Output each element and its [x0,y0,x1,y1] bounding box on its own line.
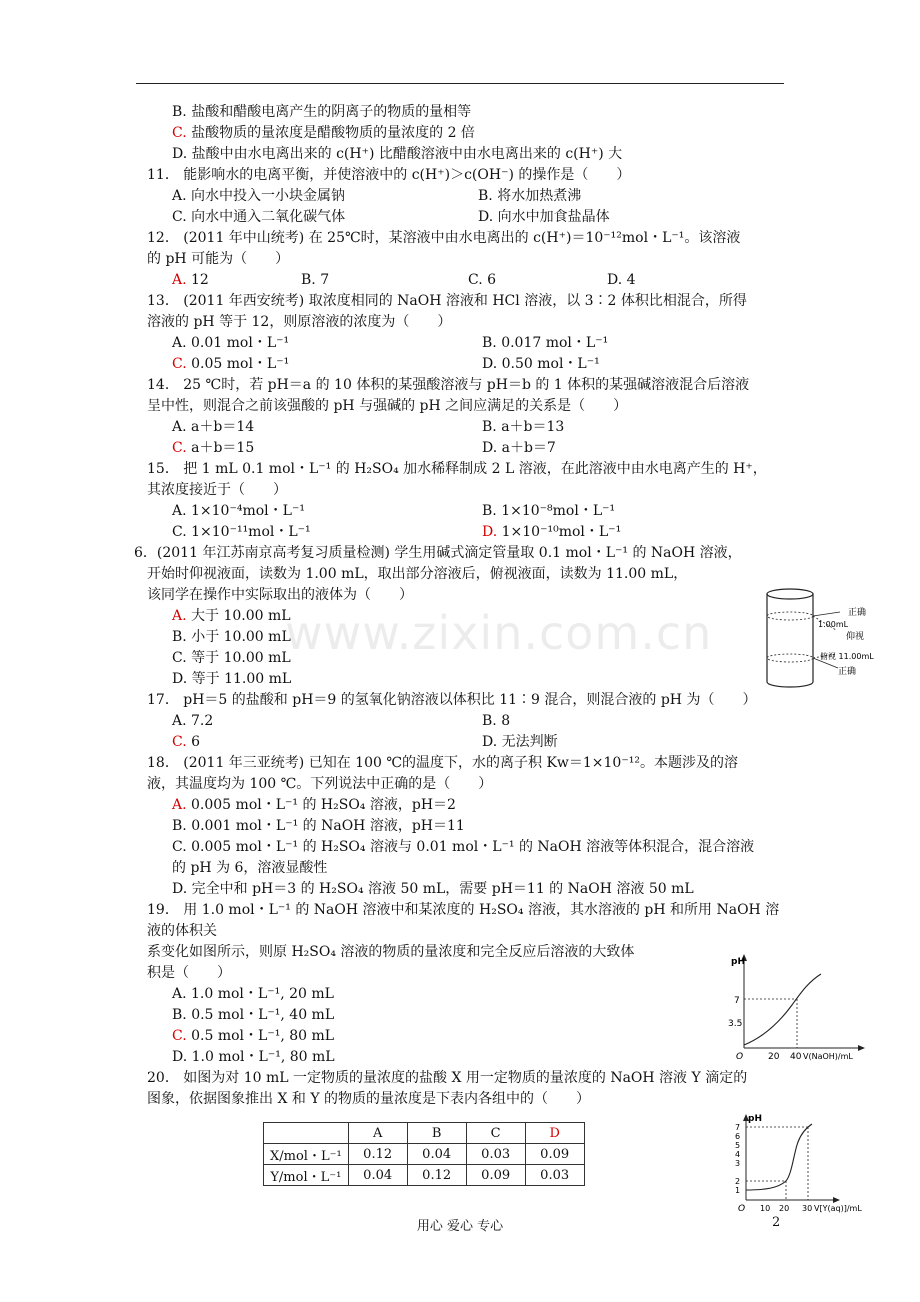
text-line: B. 0.001 mol・L⁻¹ 的 NaOH 溶液，pH＝11 [172,818,465,834]
x-axis-label: V(NaOH)/mL [803,1052,853,1061]
table-cell: A [348,1123,407,1144]
text-line: A. 大于 10.00 mL [172,608,291,624]
text-line: B. 7 [301,272,330,288]
answer-mark: C. [172,1028,187,1044]
table-cell: 0.03 [525,1165,584,1186]
answer-mark: C. [172,440,187,456]
text-line: 液的体积关 [147,923,217,939]
text-line: C. 盐酸物质的量浓度是醋酸物质的量浓度的 2 倍 [172,125,475,141]
x-axis-label: V[Y(aq)]/mL [814,1204,862,1213]
table-cell: B [407,1123,466,1144]
text-line: 系变化如图所示，则原 H₂SO₄ 溶液的物质的量浓度和完全反应后溶液的大致体 [147,944,635,960]
answer-mark: A. [172,797,187,813]
y-tick-7: 7 [734,996,740,1006]
answer-mark: A. [172,272,187,288]
y-tick-3.5: 3.5 [728,1019,743,1029]
text-line: A. 1×10⁻⁴mol・L⁻¹ [172,503,305,519]
text-line: 呈中性，则混合之前该强酸的 pH 与强碱的 pH 之间应满足的关系是（ ） [147,398,628,414]
text-line: C. 6 [468,272,497,288]
text-line: D. a＋b＝7 [482,440,556,456]
text-line: B. a＋b＝13 [482,419,565,435]
label-reading-top: 1.00mL [818,620,849,629]
text-line: A. a＋b＝14 [172,419,255,435]
text-line: B. 小于 10.00 mL [172,629,291,645]
table-cell: C [466,1123,525,1144]
text-line: C. 0.5 mol・L⁻¹, 80 mL [172,1028,335,1044]
table-header-row [264,1123,585,1144]
table-row [264,1165,585,1186]
table-row [264,1144,585,1165]
answer-mark: C. [172,356,187,372]
page-footer: 用心 爱心 专心 [416,1219,504,1234]
text-line: A. 1.0 mol・L⁻¹, 20 mL [172,986,334,1002]
text-line: B. 盐酸和醋酸电离产生的阴离子的物质的量相等 [172,104,472,120]
text-line: 19． 用 1.0 mol・L⁻¹ 的 NaOH 溶液中和某浓度的 H₂SO₄ 溶液，其水溶液的 pH 和所用 NaOH 溶 [147,902,780,918]
text-line: 17． pH＝5 的盐酸和 pH＝9 的氢氧化钠溶液以体积比 11∶9 混合，则混合液的 pH 为（ ） [147,692,757,708]
table-cell [264,1123,349,1144]
text-line: 溶液的 pH 等于 12，则原溶液的浓度为（ ） [147,314,452,330]
text-line: D. 0.50 mol・L⁻¹ [482,356,600,372]
text-line: 18． (2011 年三亚统考) 已知在 100 ℃的温度下，水的离子积 Kᴡ＝1×10⁻¹²。本题涉及的溶 [147,755,738,771]
text-line: A. 0.01 mol・L⁻¹ [172,335,290,351]
text-line: D. 4 [607,272,636,288]
origin-label: O [738,1204,746,1214]
text-line: 14． 25 ℃时，若 pH＝a 的 10 体积的某强酸溶液与 pH＝b 的 1 体积的某强碱溶液混合后溶液 [147,377,750,393]
cylinder-figure [758,586,888,696]
x-tick-10: 10 [760,1204,771,1213]
text-line: 15． 把 1 mL 0.1 mol・L⁻¹ 的 H₂SO₄ 加水稀释制成 2 L 溶液，在此溶液中由水电离产生的 H⁺， [147,461,767,477]
answer-mark: C. [172,125,187,141]
origin-label: O [736,1052,744,1062]
text-line: 积是（ ） [147,965,231,981]
text-line: B. 将水加热煮沸 [478,188,582,204]
y-tick: 5 [735,1141,741,1150]
label-correct-bottom: 正确 [838,667,857,677]
text-line: 的 pH 为 6，溶液显酸性 [172,860,328,876]
table-cell: X/mol・L⁻¹ [264,1144,349,1165]
answer-table [263,1122,585,1186]
table-cell: 0.04 [407,1144,466,1165]
text-line: 11． 能影响水的电离平衡，并使溶液中的 c(H⁺)＞c(OH⁻) 的操作是（ ） [147,167,631,183]
answer-mark: C. [172,734,187,750]
table-cell: 0.04 [348,1165,407,1186]
y-tick: 3 [735,1159,741,1168]
watermark: www.zixin.com.cn [285,606,713,660]
label-correct-top: 正确 [848,608,867,618]
text-line: 的 pH 可能为（ ） [147,251,290,267]
table-cell: 0.03 [466,1144,525,1165]
x-tick-40: 40 [790,1052,802,1062]
text-line: A. 7.2 [172,713,214,729]
text-line: C. 0.005 mol・L⁻¹ 的 H₂SO₄ 溶液与 0.01 mol・L⁻¹ 的 NaOH 溶液等体积混合，混合溶液 [172,839,755,855]
text-line: 6．(2011 年江苏南京高考复习质量检测) 学生用碱式滴定管量取 0.1 mol・L⁻¹ 的 NaOH 溶液， [134,545,742,561]
table-cell: 0.09 [525,1144,584,1165]
text-line: 开始时仰视液面，读数为 1.00 mL，取出部分溶液后，俯视液面，读数为 11.00 mL， [147,566,688,582]
page-number: 2 [772,1215,781,1230]
table-cell: D [525,1123,584,1144]
titration-curve-19 [726,950,876,1062]
header-rule [136,83,784,84]
text-line: C. 向水中通入二氧化碳气体 [172,209,346,225]
titration-curve-20 [726,1112,876,1218]
x-tick-30: 30 [802,1204,813,1213]
text-line: 其浓度接近于（ ） [147,482,287,498]
text-line: 20． 如图为对 10 mL 一定物质的量浓度的盐酸 X 用一定物质的量浓度的 NaOH 溶液 Y 滴定的 [147,1070,748,1086]
y-axis-label: pH [731,957,745,967]
text-line: D. 1×10⁻¹⁰mol・L⁻¹ [482,524,622,540]
text-line: B. 0.017 mol・L⁻¹ [482,335,609,351]
text-line: 图象，依据图象推出 X 和 Y 的物质的量浓度是下表内各组中的（ ） [147,1091,591,1107]
y-tick: 7 [735,1123,741,1132]
text-line: 12． (2011 年中山统考) 在 25℃时，某溶液中由水电离出的 c(H⁺)＝10⁻¹²mol・L⁻¹。该溶液 [147,230,741,246]
text-line: A. 12 [172,272,209,288]
y-tick: 6 [735,1132,741,1141]
text-line: C. 0.05 mol・L⁻¹ [172,356,290,372]
text-line: C. a＋b＝15 [172,440,255,456]
y-tick: 1 [735,1186,741,1195]
table-cell: Y/mol・L⁻¹ [264,1165,349,1186]
label-upward: 仰视 [846,632,865,642]
label-downward: 俯视 11.00mL [820,652,874,661]
text-line: D. 无法判断 [482,734,558,750]
text-line: B. 8 [482,713,511,729]
text-line: C. 等于 10.00 mL [172,650,291,666]
text-line: 液，其温度均为 100 ℃。下列说法中正确的是（ ） [147,776,493,792]
answer-mark: A. [172,608,187,624]
text-line: D. 1.0 mol・L⁻¹, 80 mL [172,1049,335,1065]
text-line: A. 向水中投入一小块金属钠 [172,188,346,204]
text-line: B. 0.5 mol・L⁻¹, 40 mL [172,1007,335,1023]
text-line: D. 完全中和 pH＝3 的 H₂SO₄ 溶液 50 mL，需要 pH＝11 的 NaOH 溶液 50 mL [172,881,694,897]
text-line: B. 1×10⁻⁸mol・L⁻¹ [482,503,616,519]
table-cell: 0.09 [466,1165,525,1186]
text-line: C. 1×10⁻¹¹mol・L⁻¹ [172,524,311,540]
text-line: D. 等于 11.00 mL [172,671,292,687]
text-line: 13． (2011 年西安统考) 取浓度相同的 NaOH 溶液和 HCl 溶液，以 3∶2 体积比相混合，所得 [147,293,747,309]
y-axis-label: pH [748,1114,762,1124]
text-line: D. 向水中加食盐晶体 [478,209,610,225]
x-tick-20: 20 [779,1204,790,1213]
text-line: A. 0.005 mol・L⁻¹ 的 H₂SO₄ 溶液，pH＝2 [172,797,456,813]
y-tick: 4 [735,1150,741,1159]
text-line: C. 6 [172,734,201,750]
y-tick: 2 [735,1177,741,1186]
table-cell: 0.12 [407,1165,466,1186]
answer-mark: D. [482,524,498,540]
text-line: D. 盐酸中由水电离出来的 c(H⁺) 比醋酸溶液中由水电离出来的 c(H⁺) 大 [172,146,623,162]
text-line: 该同学在操作中实际取出的液体为（ ） [147,587,413,603]
x-tick-20: 20 [768,1052,780,1062]
table-cell: 0.12 [348,1144,407,1165]
